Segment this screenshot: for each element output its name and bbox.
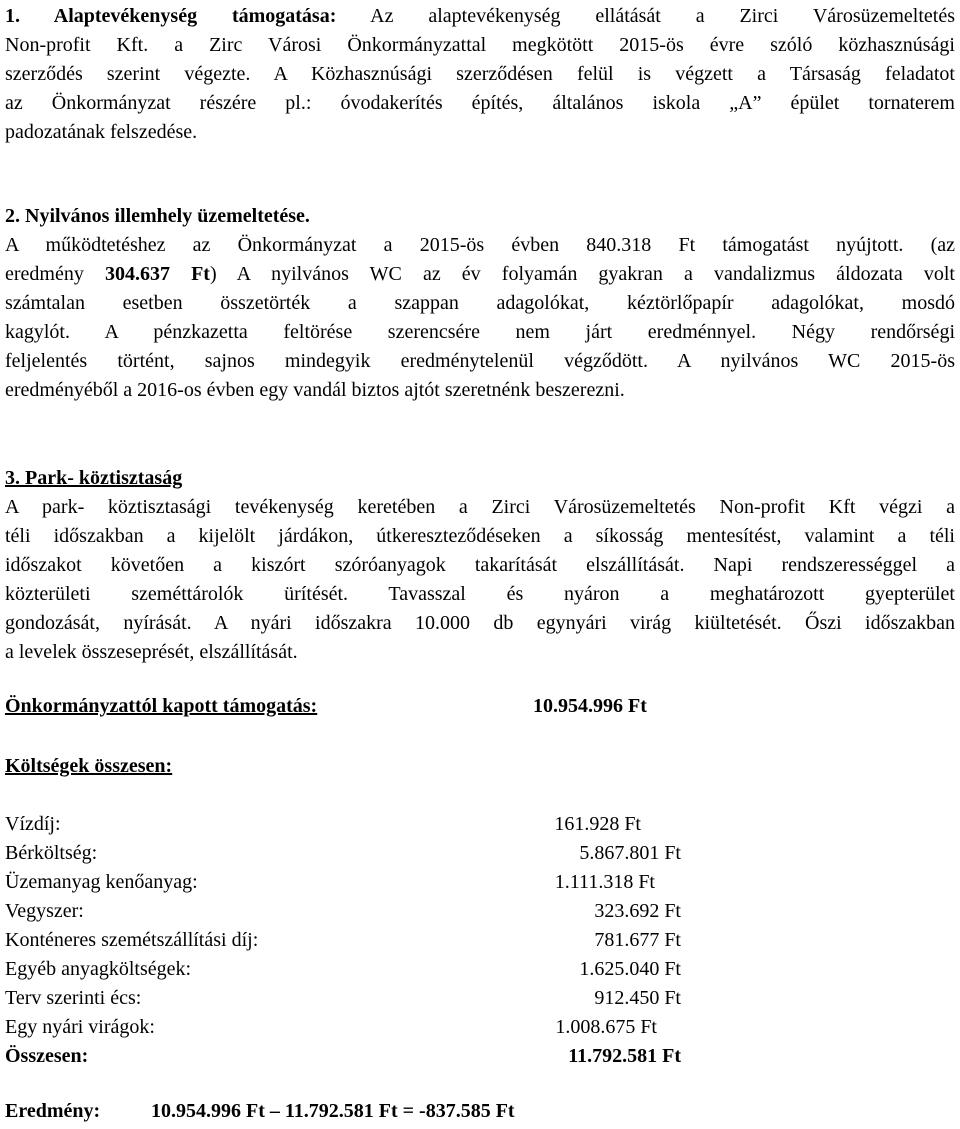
section-1-line: szerződés szerint végezte. A Közhasznúsági szerződésen felül is végzett a Társaság feladatot [5,63,955,85]
cost-amount: 323.692 Ft [594,900,681,922]
section-1-line: az Önkormányzat részére pl.: óvodakerítés építés, általános iskola „A” épület tornaterem [5,92,955,114]
section-2-text: ) A nyilvános WC az év folyamán gyakran a vandalizmus áldozata volt [209,263,955,285]
cost-row [5,926,955,955]
section-2-line: kagylót. A pénzkazetta feltörése szerencsére nem járt eredménnyel. Négy rendőrségi [5,321,955,343]
cost-label: Egyéb anyagköltségek: [5,958,192,980]
cost-label: Egy nyári virágok: [5,1016,155,1038]
cost-amount: 5.867.801 Ft [579,842,681,864]
section-2-heading: 2. Nyilvános illemhely üzemeltetése. [5,205,310,227]
section-1-line: Az alaptevékenység ellátását a Zirci Városüzemeltetés [370,5,955,27]
cost-row [5,984,955,1013]
cost-amount: 781.677 Ft [594,929,681,951]
section-2 [5,231,955,405]
section-3-line: időszakot követően a kiszórt szóróanyagok takarítását elszállítását. Napi rendszerességgel a [5,554,955,576]
section-3 [5,493,955,667]
cost-row [5,839,955,868]
result-row [5,1097,955,1126]
cost-row [5,810,955,839]
section-1-line: padozatának felszedése. [5,121,198,143]
section-1-first-line [5,2,955,31]
cost-label: Üzemanyag kenőanyag: [5,871,198,893]
result-value: 10.954.996 Ft – 11.792.581 Ft = -837.585 Ft [151,1100,515,1122]
cost-label: Vegyszer: [5,900,84,922]
section-2-line [5,260,955,289]
section-1-heading: 1. Alaptevékenység támogatása: [5,5,337,27]
section-3-line: A park- köztisztasági tevékenység keretében a Zirci Városüzemeltetés Non-profit Kft végzi a [5,496,955,518]
cost-label: Terv szerinti écs: [5,987,142,1009]
cost-row [5,1013,955,1042]
cost-total-label: Összesen: [5,1045,89,1067]
section-3-line: téli időszakban a kijelölt járdákon, útkereszteződéseken a síkosság mentesítést, valamint a téli [5,525,955,547]
cost-total-amount: 11.792.581 Ft [568,1045,681,1067]
cost-row [5,955,955,984]
cost-label: Bérköltség: [5,842,98,864]
section-2-line: feljelentés történt, sajnos mindegyik eredménytelenül végződött. A nyilvános WC 2015-ös [5,350,955,372]
section-2-text: eredmény [5,263,105,285]
support-amount: 10.954.996 Ft [533,695,647,717]
cost-label: Konténeres szemétszállítási díj: [5,929,259,951]
cost-total-row [5,1042,955,1071]
section-3-heading: 3. Park- köztisztaság [5,467,183,489]
cost-amount: 912.450 Ft [594,987,681,1009]
section-2-result-amount: 304.637 Ft [104,263,210,285]
cost-row [5,897,955,926]
cost-row [5,868,955,897]
cost-label: Vízdíj: [5,813,61,835]
support-row [5,692,955,721]
section-1-line: Non-profit Kft. a Zirc Városi Önkormányzattal megkötött 2015-ös évre szóló közhasznúsági [5,34,955,56]
section-3-line: gondozását, nyírását. A nyári időszakra 10.000 db egynyári virág kiültetését. Őszi időszakban [5,612,955,634]
result-label: Eredmény: [5,1100,101,1122]
costs-title: Költségek összesen: [5,755,173,777]
cost-amount: 1.111.318 Ft [554,871,655,893]
section-1 [5,2,955,147]
section-3-line: közterületi szeméttárolók ürítését. Tavasszal és nyáron a meghatározott gyepterület [5,583,955,605]
section-3-line: a levelek összeseprését, elszállítását. [5,641,298,663]
section-2-line: eredményéből a 2016-os évben egy vandál biztos ajtót szeretnénk beszerezni. [5,379,625,401]
section-2-line: A működtetéshez az Önkormányzat a 2015-ös évben 840.318 Ft támogatást nyújtott. (az [5,234,955,256]
cost-amount: 1.625.040 Ft [579,958,681,980]
section-2-line: számtalan esetben összetörték a szappan adagolókat, kéztörlőpapír adagolókat, mosdó [5,292,955,314]
support-label: Önkormányzattól kapott támogatás: [5,695,318,717]
cost-amount: 1.008.675 Ft [555,1016,657,1038]
cost-amount: 161.928 Ft [554,813,641,835]
